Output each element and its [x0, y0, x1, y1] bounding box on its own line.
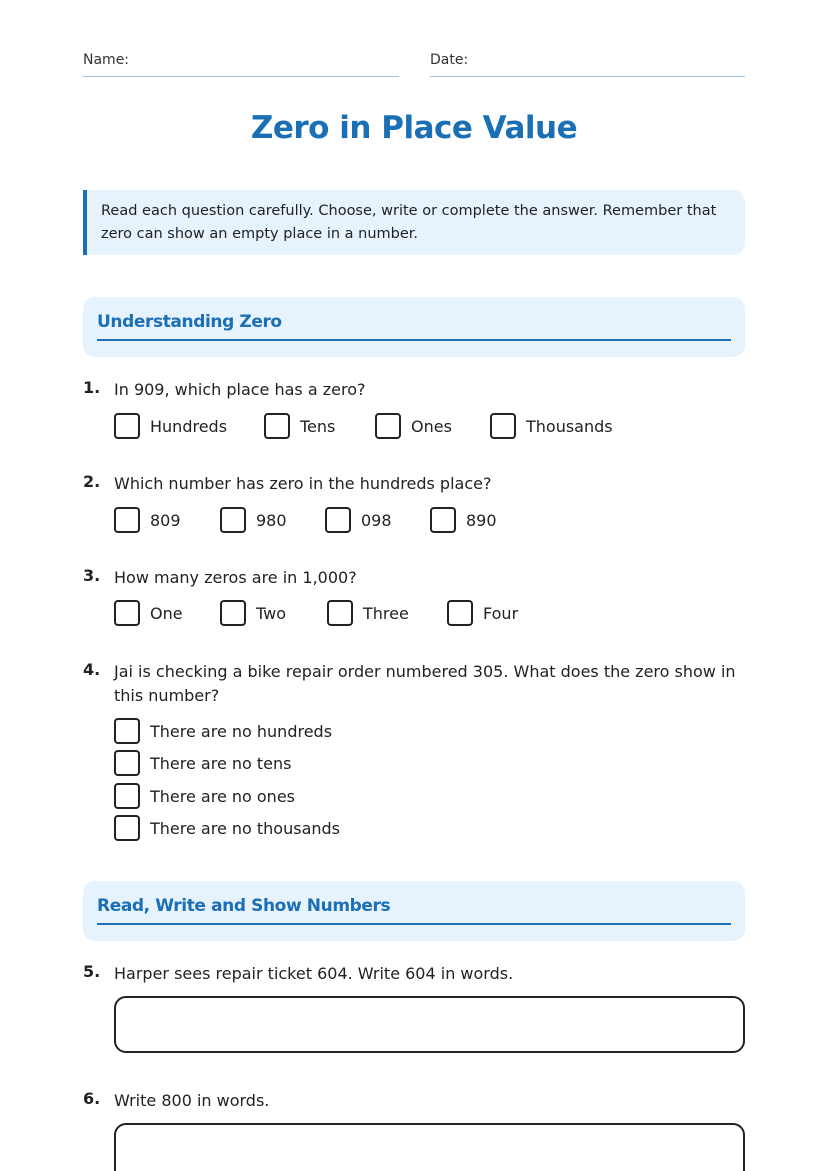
option-label: Four	[483, 603, 519, 623]
date-field[interactable]	[430, 52, 745, 77]
checkbox[interactable]	[430, 507, 456, 533]
question-text: Harper sees repair ticket 604. Write 604 in words.	[114, 964, 514, 983]
section-title: Read, Write and Show Numbers	[97, 896, 731, 925]
q1-option-ones[interactable]	[375, 413, 452, 439]
section-read-write-show	[83, 881, 745, 941]
question-number: 2.	[83, 472, 101, 491]
question-number: 1.	[83, 378, 101, 397]
q3-option-two[interactable]	[220, 600, 286, 626]
checkbox[interactable]	[375, 413, 401, 439]
checkbox[interactable]	[114, 413, 140, 439]
q1-option-thousands[interactable]	[490, 413, 613, 439]
question-3	[83, 566, 745, 590]
question-text: In 909, which place has a zero?	[114, 380, 366, 399]
checkbox[interactable]	[220, 600, 246, 626]
date-label: Date:	[430, 52, 469, 68]
page-title: Zero in Place Value	[250, 110, 578, 146]
question-number: 3.	[83, 566, 101, 585]
option-label: 980	[256, 510, 287, 530]
checkbox[interactable]	[490, 413, 516, 439]
name-label: Name:	[83, 52, 130, 68]
section-understanding-zero	[83, 297, 745, 357]
option-label: One	[150, 603, 183, 623]
option-label: Ones	[411, 416, 452, 436]
name-field[interactable]	[83, 52, 399, 77]
q2-option-980[interactable]	[220, 507, 287, 533]
option-label: There are no tens	[150, 753, 292, 773]
question-4	[83, 660, 745, 708]
q4-option-no-ones[interactable]	[114, 783, 295, 809]
instructions-box: Read each question carefully. Choose, write or complete the answer. Remember that zero can show an empty place in a number.	[83, 190, 745, 255]
question-2	[83, 472, 745, 496]
checkbox[interactable]	[114, 718, 140, 744]
checkbox[interactable]	[327, 600, 353, 626]
option-label: There are no ones	[150, 786, 295, 806]
q1-option-hundreds[interactable]	[114, 413, 227, 439]
q2-option-809[interactable]	[114, 507, 181, 533]
q3-option-one[interactable]	[114, 600, 183, 626]
answer-box-q5[interactable]	[114, 996, 745, 1053]
question-text: Write 800 in words.	[114, 1091, 270, 1110]
q2-option-098[interactable]	[325, 507, 392, 533]
option-label: Two	[256, 603, 286, 623]
option-label: Three	[363, 603, 409, 623]
option-label: 890	[466, 510, 497, 530]
q4-option-no-thousands[interactable]	[114, 815, 340, 841]
question-number: 5.	[83, 962, 101, 981]
question-text: How many zeros are in 1,000?	[114, 568, 357, 587]
q3-option-four[interactable]	[447, 600, 518, 626]
option-label: There are no hundreds	[150, 721, 333, 741]
option-label: Thousands	[526, 416, 613, 436]
q3-option-three[interactable]	[327, 600, 409, 626]
checkbox[interactable]	[114, 783, 140, 809]
q1-option-tens[interactable]	[264, 413, 335, 439]
q2-option-890[interactable]	[430, 507, 497, 533]
checkbox[interactable]	[264, 413, 290, 439]
option-label: Hundreds	[150, 416, 228, 436]
checkbox[interactable]	[114, 815, 140, 841]
question-text: Which number has zero in the hundreds place?	[114, 474, 492, 493]
option-label: There are no thousands	[150, 818, 341, 838]
option-label: 098	[361, 510, 392, 530]
section-title: Understanding Zero	[97, 312, 731, 341]
question-1	[83, 378, 745, 402]
checkbox[interactable]	[220, 507, 246, 533]
option-label: Tens	[300, 416, 336, 436]
q4-option-no-hundreds[interactable]	[114, 718, 332, 744]
checkbox[interactable]	[325, 507, 351, 533]
checkbox[interactable]	[447, 600, 473, 626]
checkbox[interactable]	[114, 507, 140, 533]
option-label: 809	[150, 510, 181, 530]
question-5	[83, 962, 745, 986]
answer-box-q6[interactable]	[114, 1123, 745, 1171]
question-6	[83, 1089, 745, 1113]
question-number: 6.	[83, 1089, 101, 1108]
checkbox[interactable]	[114, 750, 140, 776]
checkbox[interactable]	[114, 600, 140, 626]
q4-option-no-tens[interactable]	[114, 750, 291, 776]
question-number: 4.	[83, 660, 101, 679]
question-text: Jai is checking a bike repair order numbered 305. What does the zero show in this number?	[114, 662, 736, 705]
